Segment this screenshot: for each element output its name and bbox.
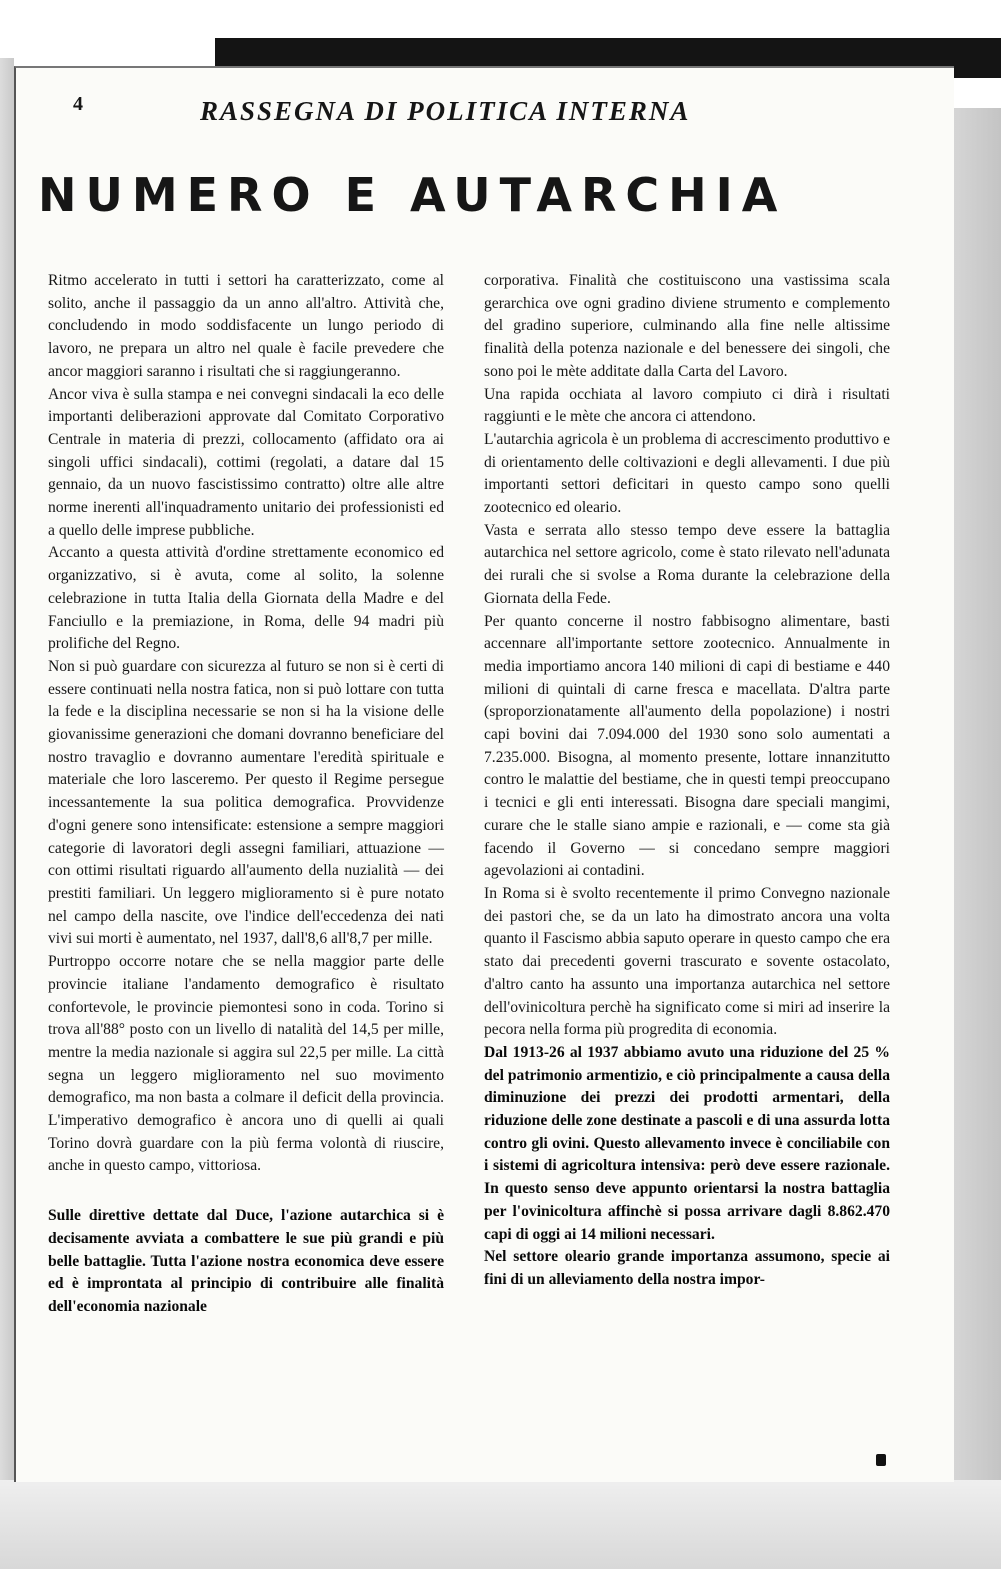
scan-shadow-bottom: [0, 1480, 1001, 1569]
paragraph: Vasta e serrata allo stesso tempo deve essere la battaglia autarchica nel settore agricolo, come è stato rilevato nell'adunata dei rurali che si svolse a Roma durante la celebrazione della Giornata della Fede.: [484, 521, 890, 607]
ink-blot: [876, 1454, 886, 1466]
paragraph: Nel settore oleario grande importanza assumono, specie ai fini di un alleviamento della nostra impor-: [484, 1248, 890, 1288]
paragraph: Purtroppo occorre notare che se nella maggior parte delle provincie italiane l'andamento demografico è risultato confortevole, le provincie piemontesi sono in coda. Torino si trova all'88° posto con un livello di natalità del 14,5 per mille, mentre la media nazionale si aggira sul 22,5 per mille. La città segna un leggero miglioramento nel suo movimento demografico, ma non basta a colmare il deficit della provincia. L'imperativo demografico è ancora uno di quelli ai quali Torino dovrà guardare con la più ferma volontà di riuscire, anche in questo campo, vittoriosa.: [48, 953, 444, 1175]
paragraph: Sulle direttive dettate dal Duce, l'azione autarchica si è decisamente avviata a combattere le sue più grandi e più belle battaglie. Tutta l'azione nostra economica deve essere ed è improntata al principio di contribuire alle finalità dell'economia nazionale: [48, 1207, 444, 1315]
paragraph: Dal 1913-26 al 1937 abbiamo avuto una riduzione del 25 % del patrimonio armentizio, e ciò principalmente a causa della diminuzione dei prezzi dei prodotti armentari, della riduzione delle zone destinate a pascoli e di una assurda lotta contro gli ovini. Questo allevamento invece è conciliabile con i sistemi di agricoltura intensiva: però deve essere razionale. In questo senso deve appunto orientarsi la nostra battaglia per l'ovinicoltura affinchè si possa arrivare dagli 8.862.470 capi di oggi ai 14 milioni necessari.: [484, 1043, 890, 1243]
paragraph: corporativa. Finalità che costituiscono una vastissima scala gerarchica ove ogni gradino diviene strumento e complemento del gradino superiore, culminando alla fine nelle altissime finalità della potenza nazionale e del benessere dei singoli, che sono poi le mète additate dalla Carta del Lavoro.: [484, 272, 890, 380]
paragraph: Non si può guardare con sicurezza al futuro se non si è certi di essere continuati nella nostra fatica, non si può lottare con tutta la fede e la disciplina necessarie se non si ha la visione delle giovanissime generazioni che domani dovranno beneficiare del nostro travaglio e dovranno aumentare l'eredità spirituale e materiale che loro lasceremo. Per questo il Regime persegue incessantemente la sua politica demografica. Provvidenze d'ogni genere sono intensificate: estensione a sempre maggiori categorie di lavoratori degli assegni familiari, attuazione — con ottimi risultati riguardo all'aumento della nuzialità — dei prestiti familiari. Un leggero miglioramento si è pure notato nel campo della nascite, ove l'indice dell'eccedenza dei nati vivi sui morti è aumentato, nel 1937, dall'8,6 all'8,7 per mille.: [48, 657, 444, 948]
paragraph: Ancor viva è sulla stampa e nei convegni sindacali la eco delle importanti deliberazioni approvate dal Comitato Corporativo Centrale in materia di prezzi, collocamento (affidato ora ai singoli uffici sindacali), cottimi (regolati, a datare dal 15 gennaio, da un nuovo fascistissimo contratto) oltre alle altre norme inerenti all'inquadramento unitario dei professionisti ed a quello delle imprese pubbliche.: [48, 385, 444, 539]
paragraph: Una rapida occhiata al lavoro compiuto ci dirà i risultati raggiunti e le mète che ancora ci attendono.: [484, 385, 890, 426]
paragraph: Accanto a questa attività d'ordine strettamente economico ed organizzativo, si è avuta, come al solito, la solenne celebrazione in tutta Italia della Giornata della Madre e del Fanciullo e la premiazione, in Roma, delle 94 madri più prolifiche del Regno.: [48, 544, 444, 653]
scan-shadow-right: [952, 108, 1001, 1569]
text-column-left: [48, 270, 444, 1319]
scan-shadow-left: [0, 58, 14, 1569]
paragraph: Per quanto concerne il nostro fabbisogno alimentare, basti accennare all'importante settore zootecnico. Annualmente in media importiamo ancora 140 milioni di capi di bestiame e 440 milioni di quintali di carne fresca e macellata. D'altra parte (sproporzionatamente all'aumento della popolazione) i nostri capi bovini dai 7.094.000 del 1930 sono solo aumentati a 7.235.000. Bisogna, al momento presente, lottare innanzitutto contro le malattie del bestiame, che in questi tempi preoccupano i tecnici e gli enti interessati. Bisogna dare speciali mangimi, curare che le stalle siano ampie e razionali, e — come sta già facendo il Governo — si concedano sempre maggiori agevolazioni ai contadini.: [484, 612, 890, 880]
text-column-right: [484, 270, 890, 1292]
paragraph: L'autarchia agricola è un problema di accrescimento produttivo e di orientamento delle coltivazioni e degli allevamenti. I due più importanti settori deficitari in questo campo sono quelli zootecnico ed oleario.: [484, 430, 890, 517]
paragraph: In Roma si è svolto recentemente il primo Convegno nazionale dei pastori che, se da un lato ha dimostrato ancora una volta quanto il Fascismo abbia saputo operare in questo campo che era stato dai precedenti governi trascurato e sovente ostacolato, d'altro canto ha assunto una importanza autarchica nel settore dell'ovinicoltura perchè ha significato come si miri ad inserire la pecora nella forma più progredita di economia.: [484, 884, 890, 1039]
paragraph: Ritmo accelerato in tutti i settori ha caratterizzato, come al solito, anche il passaggio da un anno all'altro. Attività che, concludendo in modo soddisfacente un lungo periodo di lavoro, ne prepara un altro nel quale è facile prevedere che ancor maggiori saranno i risultati che si raggiungeranno.: [48, 272, 444, 380]
section-header: RASSEGNA DI POLITICA INTERNA: [200, 96, 691, 126]
page-number: 4: [73, 93, 83, 115]
article-title: NUMERO E AUTARCHIA: [38, 168, 787, 222]
